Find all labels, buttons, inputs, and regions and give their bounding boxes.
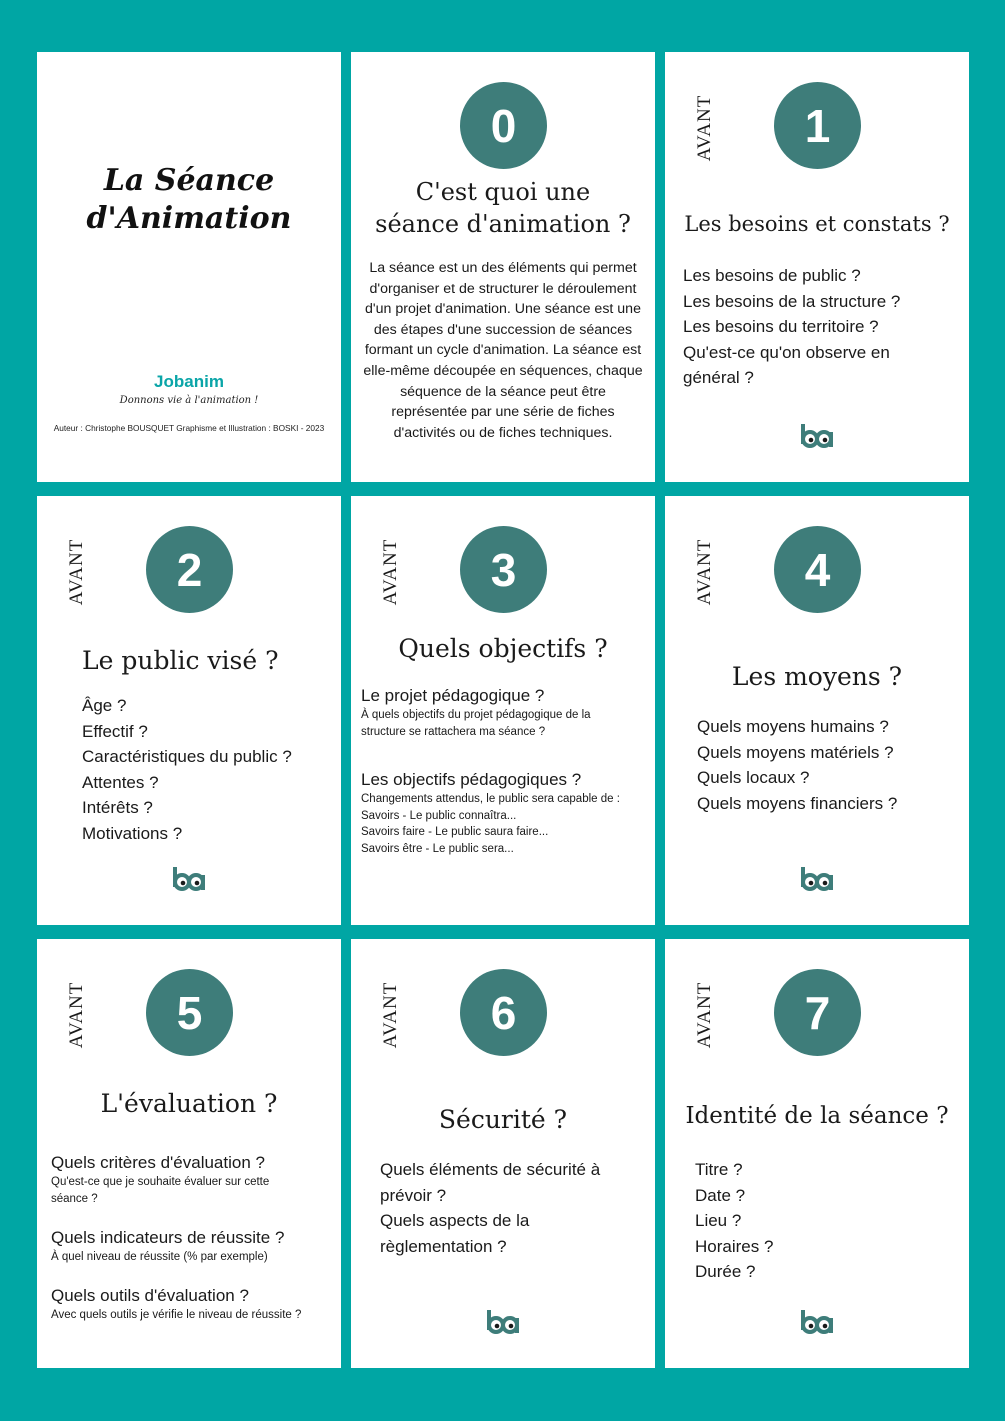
card-number: 5 bbox=[146, 969, 233, 1056]
section-line: Qu'est-ce que je souhaite évaluer sur cette bbox=[51, 1176, 270, 1188]
section-line: Changements attendus, le public sera capable de : bbox=[361, 793, 620, 805]
card-3 bbox=[351, 496, 655, 925]
avant-label: AVANT bbox=[66, 981, 87, 1049]
section-objectifs bbox=[361, 769, 651, 857]
ba-logo-icon bbox=[797, 1308, 837, 1336]
question-list bbox=[683, 263, 900, 391]
list-item: règlementation ? bbox=[380, 1236, 507, 1256]
card-title: Les moyens ? bbox=[731, 662, 903, 691]
list-item: Quels moyens humains ? bbox=[697, 717, 889, 736]
list-item: Intérêts ? bbox=[82, 798, 153, 817]
cover-title: La Séance d'Animation bbox=[86, 163, 292, 236]
avant-label: AVANT bbox=[66, 538, 87, 606]
section-indicateurs bbox=[51, 1227, 336, 1266]
ba-logo-icon bbox=[797, 422, 837, 450]
ba-logo bbox=[169, 865, 209, 893]
card-title: Les besoins et constats ? bbox=[684, 212, 950, 236]
section-line: Savoirs être - Le public sera... bbox=[361, 842, 514, 855]
question-list bbox=[380, 1157, 600, 1259]
card-title: L'évaluation ? bbox=[100, 1089, 278, 1118]
list-item: Les besoins de public ? bbox=[683, 266, 861, 285]
card-title: Le public visé ? bbox=[82, 646, 279, 675]
card-4 bbox=[665, 496, 969, 925]
list-item: Les besoins du territoire ? bbox=[683, 317, 879, 336]
ba-logo bbox=[483, 1308, 523, 1336]
card-number: 2 bbox=[146, 526, 233, 613]
section-heading: Quels indicateurs de réussite ? bbox=[51, 1228, 285, 1247]
question-list bbox=[82, 693, 292, 846]
ba-logo bbox=[797, 865, 837, 893]
ba-logo-icon bbox=[797, 865, 837, 893]
list-item: Âge ? bbox=[82, 696, 127, 715]
list-item: Caractéristiques du public ? bbox=[82, 747, 292, 766]
avant-label: AVANT bbox=[694, 94, 715, 162]
ba-logo bbox=[797, 422, 837, 450]
card-title: Identité de la séance ? bbox=[685, 1103, 949, 1129]
card-0 bbox=[351, 52, 655, 482]
list-item: prévoir ? bbox=[380, 1185, 447, 1205]
section-line: À quels objectifs du projet pédagogique de la bbox=[361, 709, 591, 721]
list-item: Horaires ? bbox=[695, 1236, 774, 1256]
card-title: Quels objectifs ? bbox=[398, 634, 608, 663]
list-item: Attentes ? bbox=[82, 772, 159, 792]
card-7 bbox=[665, 939, 969, 1368]
card-2 bbox=[37, 496, 341, 925]
card-number: 6 bbox=[460, 969, 547, 1056]
card-number: 0 bbox=[460, 82, 547, 169]
list-item: Quels moyens matériels ? bbox=[697, 742, 894, 762]
section-outils bbox=[51, 1285, 336, 1324]
section-line: structure se rattachera ma séance ? bbox=[361, 725, 546, 738]
avant-label: AVANT bbox=[694, 981, 715, 1049]
section-line: À quel niveau de réussite (% par exemple) bbox=[51, 1251, 268, 1263]
card-description: La séance est un des éléments qui permet d'organiser et de structurer le déroulement d'un projet d'animation. Une séance est une des étapes d'une succession de séances formant un cycle d'animation. La séance est elle-même découpée en séquences, chaque séquence de la séance peut être représentée par une série de fiches d'activités ou de fiches techniques. bbox=[363, 260, 643, 441]
section-line: Savoirs faire - Le public saura faire... bbox=[361, 826, 549, 838]
card-number: 4 bbox=[774, 526, 861, 613]
section-projet bbox=[361, 685, 651, 740]
list-item: Motivations ? bbox=[82, 823, 183, 843]
list-item: Qu'est-ce qu'on observe en bbox=[683, 342, 890, 362]
ba-logo-icon bbox=[169, 865, 209, 893]
section-heading: Le projet pédagogique ? bbox=[361, 686, 545, 705]
section-heading: Quels outils d'évaluation ? bbox=[51, 1286, 249, 1305]
section-line: séance ? bbox=[51, 1192, 98, 1205]
card-title: C'est quoi une séance d'animation ? bbox=[375, 178, 631, 239]
list-item: Quels locaux ? bbox=[697, 768, 810, 787]
card-number: 7 bbox=[774, 969, 861, 1056]
list-item: Quels aspects de la bbox=[380, 1211, 530, 1230]
avant-label: AVANT bbox=[380, 538, 401, 606]
section-line: Avec quels outils je vérifie le niveau de réussite ? bbox=[51, 1309, 302, 1321]
ba-logo bbox=[797, 1308, 837, 1336]
section-criteres bbox=[51, 1152, 336, 1207]
card-6 bbox=[351, 939, 655, 1368]
list-item: Les besoins de la structure ? bbox=[683, 291, 901, 311]
section-heading: Les objectifs pédagogiques ? bbox=[361, 770, 582, 789]
card-title: Sécurité ? bbox=[438, 1105, 568, 1134]
question-list bbox=[695, 1157, 773, 1285]
question-list bbox=[697, 714, 897, 816]
ba-logo-icon bbox=[483, 1308, 523, 1336]
list-item: Durée ? bbox=[695, 1262, 756, 1281]
avant-label: AVANT bbox=[380, 981, 401, 1049]
brand-logo: Jobanim bbox=[154, 372, 224, 391]
section-line: Savoirs - Le public connaîtra... bbox=[361, 809, 517, 822]
avant-label: AVANT bbox=[694, 538, 715, 606]
tagline: Donnons vie à l'animation ! bbox=[119, 395, 259, 406]
list-item: Lieu ? bbox=[695, 1211, 742, 1230]
card-number: 1 bbox=[774, 82, 861, 169]
list-item: Effectif ? bbox=[82, 721, 148, 741]
card-1 bbox=[665, 52, 969, 482]
list-item: Quels éléments de sécurité à bbox=[380, 1160, 601, 1179]
cover-card bbox=[37, 52, 341, 482]
list-item: général ? bbox=[683, 368, 754, 387]
list-item: Titre ? bbox=[695, 1160, 743, 1179]
section-heading: Quels critères d'évaluation ? bbox=[51, 1153, 265, 1172]
list-item: Quels moyens financiers ? bbox=[697, 793, 898, 813]
list-item: Date ? bbox=[695, 1185, 746, 1205]
card-5 bbox=[37, 939, 341, 1368]
credits: Auteur : Christophe BOUSQUET Graphisme et Illustration : BOSKI - 2023 bbox=[53, 423, 325, 433]
card-number: 3 bbox=[460, 526, 547, 613]
